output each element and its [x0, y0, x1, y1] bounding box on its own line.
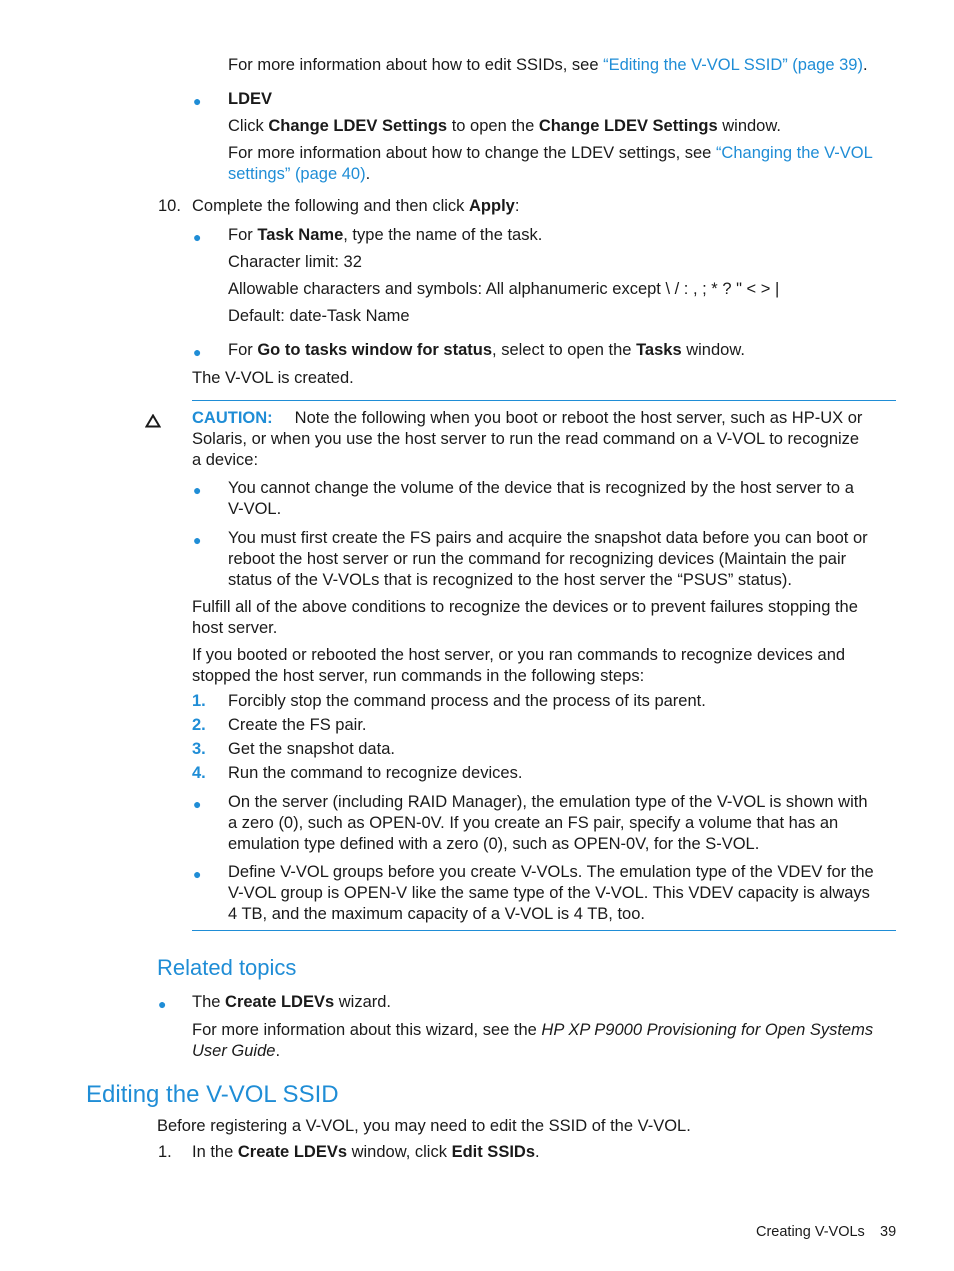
caution-bullet-2a: You must first create the FS pairs and acquire the snapshot data before you can boot or — [228, 529, 868, 547]
emphasis-text: LDEV — [228, 90, 273, 108]
related-more-1 — [192, 1020, 873, 1041]
caution-triangle-icon — [145, 414, 161, 428]
step-number: 2. — [192, 716, 206, 734]
caution-step: Get the snapshot data. — [228, 740, 395, 758]
character-limit: Character limit: 32 — [228, 253, 362, 271]
caution-intro-1 — [192, 408, 862, 429]
text: wizard. — [334, 993, 392, 1011]
text: Note the following when you boot or reboot the host server, such as HP-UX or — [294, 409, 863, 427]
caution-bullet-4b: V-VOL group is OPEN-V like the same type of the V-VOL. This VDEV capacity is always — [228, 884, 870, 902]
vvol-created: The V-VOL is created. — [192, 369, 354, 387]
text: . — [862, 56, 868, 74]
text: For — [228, 341, 258, 359]
text: For more information about how to change the LDEV settings, see — [228, 144, 716, 162]
fulfill-2: host server. — [192, 619, 278, 637]
emphasis-text: Change LDEV Settings — [538, 117, 718, 135]
emphasis-text: Change LDEV Settings — [268, 117, 448, 135]
caution-top-rule — [192, 400, 896, 401]
caution-step: Create the FS pair. — [228, 716, 367, 734]
emphasis-text: Go to tasks window for status — [257, 341, 493, 359]
goto-tasks-item — [228, 340, 745, 361]
caution-bullet-4a: Define V-VOL groups before you create V-VOLs. The emulation type of the VDEV for the — [228, 863, 874, 881]
ldev-line2-cont — [228, 164, 370, 185]
emphasis-text: Create LDEVs — [225, 993, 335, 1011]
step10-text — [192, 196, 519, 217]
text: . — [275, 1042, 281, 1060]
text: window. — [681, 341, 745, 359]
default-value: Default: date-Task Name — [228, 307, 410, 325]
caution-bullet-1b: V-VOL. — [228, 500, 282, 518]
caution-intro-3: a device: — [192, 451, 259, 469]
if-booted-1: If you booted or rebooted the host server, or you ran commands to recognize devices and — [192, 646, 846, 664]
link-editing-vvol-ssid[interactable]: “Editing the V-VOL SSID” (page 39) — [603, 56, 863, 74]
bullet-icon: ● — [193, 482, 202, 498]
caution-bullet-1a: You cannot change the volume of the device that is recognized by the host server to a — [228, 479, 854, 497]
emphasis-text: HP XP P9000 Provisioning for Open Systems — [541, 1021, 874, 1039]
editing-ssid-heading: Editing the V-VOL SSID — [86, 1081, 339, 1108]
allowable-characters: Allowable characters and symbols: All alphanumeric except \ / : , ; * ? " < > | — [228, 280, 780, 298]
step-number: 4. — [192, 764, 206, 782]
text: In the — [192, 1143, 238, 1161]
text: , select to open the — [492, 341, 637, 359]
text: . — [535, 1143, 540, 1161]
link-changing-vvol-settings[interactable]: “Changing the V-VOL — [715, 144, 873, 162]
step-number: 10. — [158, 197, 181, 215]
bullet-icon: ● — [158, 996, 167, 1012]
text: Complete the following and then click — [192, 197, 469, 215]
caution-bottom-rule — [192, 930, 896, 931]
text: The — [192, 993, 226, 1011]
footer-section: Creating V-VOLs — [756, 1224, 865, 1240]
ldev-line2 — [228, 143, 873, 164]
ldev-line1 — [228, 116, 781, 137]
bullet-icon: ● — [193, 532, 202, 548]
caution-bullet-3a: On the server (including RAID Manager), the emulation type of the V-VOL is shown with — [228, 793, 868, 811]
task-name-item — [228, 225, 542, 246]
emphasis-text: Tasks — [636, 341, 682, 359]
caution-bullet-3b: a zero (0), such as OPEN-0V. If you create an FS pair, specify a volume that has an — [228, 814, 839, 832]
related-item — [192, 992, 391, 1013]
related-topics-heading: Related topics — [157, 955, 297, 980]
text: , type the name of the task. — [343, 226, 543, 244]
emphasis-text: User Guide — [192, 1042, 276, 1060]
ldev-title — [228, 89, 272, 110]
caution-bullet-3c: emulation type defined with a zero (0), such as OPEN-0V, for the S-VOL. — [228, 835, 760, 853]
caution-bullet-2b: reboot the host server or run the command for recognizing devices (Maintain the pair — [228, 550, 847, 568]
footer-page-number: 39 — [880, 1224, 897, 1240]
text: to open the — [447, 117, 539, 135]
emphasis-text: Task Name — [257, 226, 344, 244]
text: For more information about this wizard, see the — [192, 1021, 542, 1039]
link-changing-vvol-settings-cont[interactable]: settings” (page 40) — [228, 165, 366, 183]
text: . — [365, 165, 371, 183]
step-number: 1. — [158, 1143, 172, 1161]
step-number: 1. — [192, 692, 206, 710]
caution-bullet-2c: status of the V-VOLs that is recognized to the host server the “PSUS” status). — [228, 571, 793, 589]
text: window. — [717, 117, 781, 135]
emphasis-text: Apply — [469, 197, 515, 215]
caution-intro-2: Solaris, or when you use the host server to run the read command on a V-VOL to recognize — [192, 430, 860, 448]
editing-step-1 — [192, 1142, 540, 1163]
step-number: 3. — [192, 740, 206, 758]
caution-step: Forcibly stop the command process and the process of its parent. — [228, 692, 706, 710]
text: : — [514, 197, 520, 215]
emphasis-text: Edit SSIDs — [451, 1143, 535, 1161]
text: For — [228, 226, 258, 244]
caution-bullet-4c: 4 TB, and the maximum capacity of a V-VOL is 4 TB, too. — [228, 905, 645, 923]
bullet-icon: ● — [193, 229, 202, 245]
text: window, click — [347, 1143, 452, 1161]
bullet-icon: ● — [193, 796, 202, 812]
bullet-icon: ● — [193, 344, 202, 360]
emphasis-text: Create LDEVs — [237, 1143, 348, 1161]
fulfill-1: Fulfill all of the above conditions to recognize the devices or to prevent failures stopping the — [192, 598, 858, 616]
paragraph-edit-ssids — [228, 55, 868, 76]
editing-intro: Before registering a V-VOL, you may need to edit the SSID of the V-VOL. — [157, 1117, 691, 1135]
caution-label: CAUTION: — [192, 409, 273, 427]
caution-step: Run the command to recognize devices. — [228, 764, 523, 782]
text: Click — [228, 117, 269, 135]
related-more-2 — [192, 1041, 280, 1062]
bullet-icon: ● — [193, 866, 202, 882]
bullet-icon: ● — [193, 93, 202, 109]
text: For more information about how to edit SSIDs, see — [228, 56, 604, 74]
if-booted-2: stopped the host server, run commands in the following steps: — [192, 667, 645, 685]
